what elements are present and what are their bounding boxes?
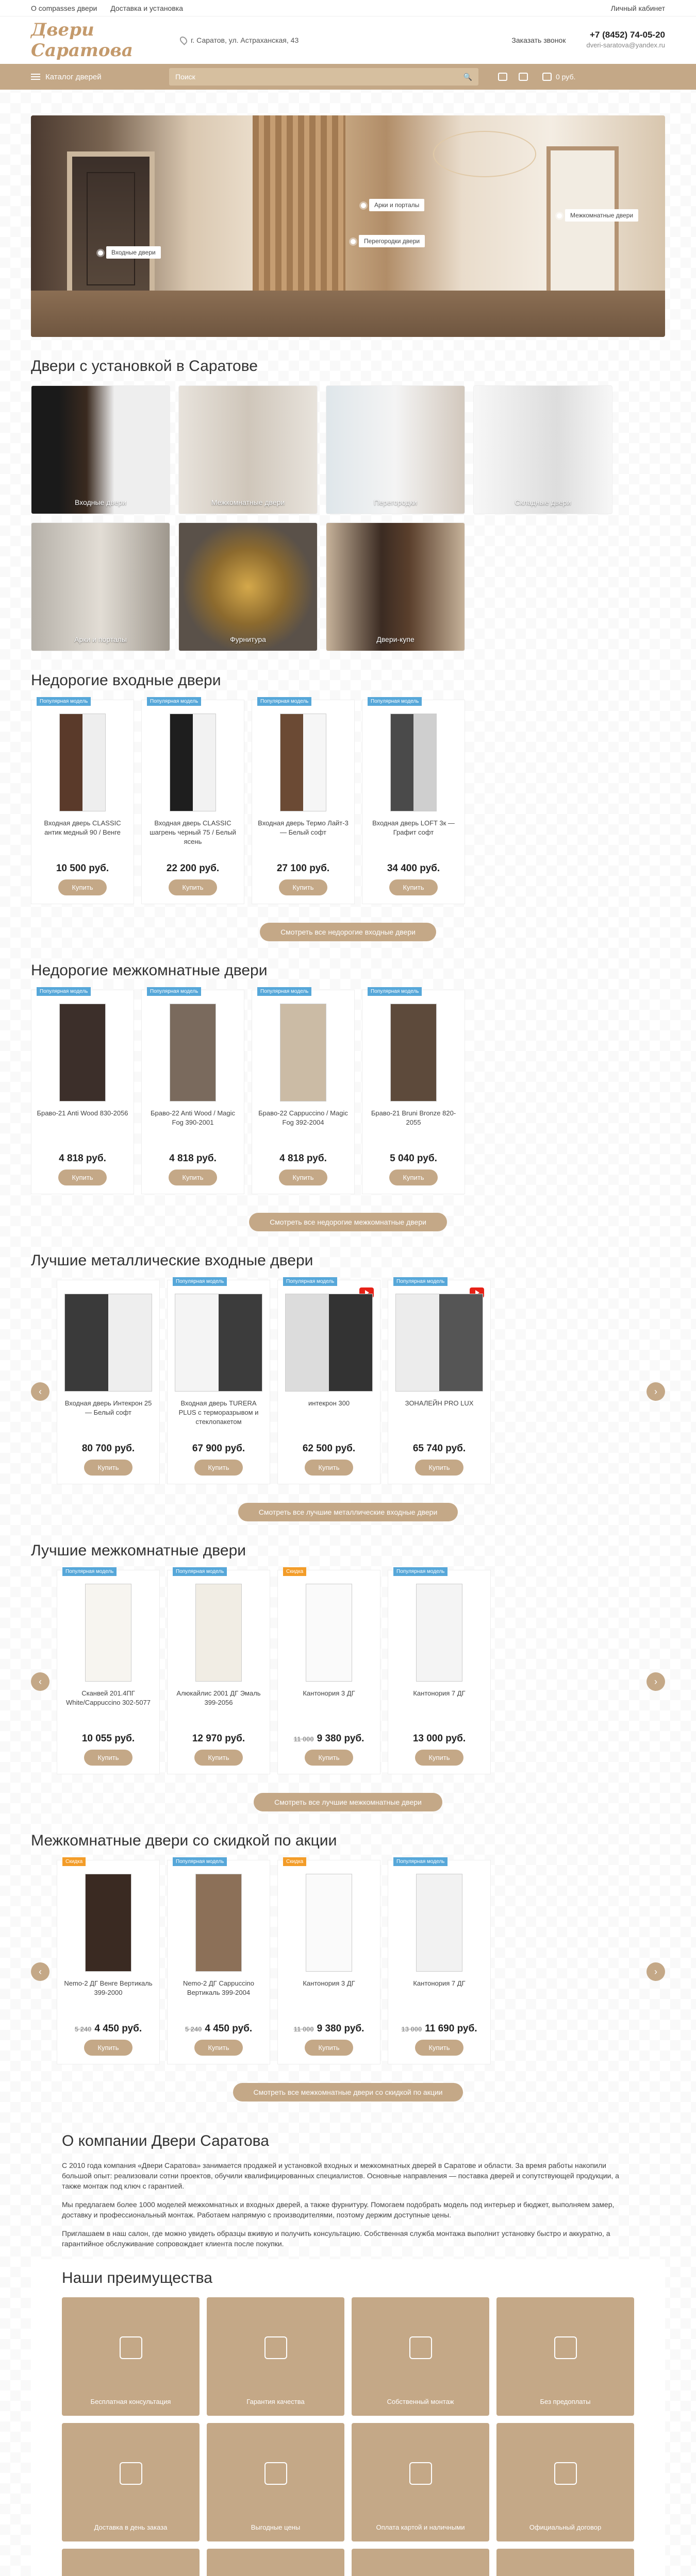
buy-button[interactable]: Купить [279, 879, 327, 895]
next-arrow-icon[interactable]: › [647, 1962, 665, 1981]
buy-button[interactable]: Купить [389, 1170, 437, 1185]
section-title: Межкомнатные двери со скидкой по акции [31, 1832, 337, 1849]
badge: Популярная модель [173, 1857, 227, 1866]
login-link[interactable]: Личный кабинет [610, 4, 665, 12]
buy-button[interactable]: Купить [194, 2040, 242, 2056]
buy-button[interactable]: Купить [415, 1460, 463, 1476]
prev-arrow-icon[interactable]: ‹ [31, 1962, 49, 1981]
badge: Популярная модель [368, 697, 422, 706]
product-card[interactable]: Популярная модель Входная дверь CLASSIC антик медный 90 / Венге 10 500 руб. Купить [31, 700, 134, 904]
buy-button[interactable]: Купить [84, 1460, 132, 1476]
product-card[interactable]: Скидка Кантонория 3 ДГ 11 000 9 380 руб. Купить [277, 1570, 380, 1774]
category-card[interactable]: Двери-купе [326, 522, 465, 651]
nav-bar [0, 64, 696, 90]
buy-button[interactable]: Купить [279, 1170, 327, 1185]
advantage-card: Официальный договор [496, 2423, 634, 2541]
section-title: Двери с установкой в Саратове [31, 358, 258, 375]
top-bar [0, 0, 696, 16]
hotspot[interactable] [98, 250, 103, 256]
next-arrow-icon[interactable]: › [647, 1672, 665, 1691]
category-card[interactable]: Межкомнатные двери [178, 385, 318, 514]
product-card[interactable]: Популярная модель Бравo-21 Anti Wood 830-2056 4 818 руб. Купить [31, 990, 134, 1194]
badge: Популярная модель [37, 697, 91, 706]
hotspot[interactable] [361, 203, 366, 208]
product-card[interactable]: Популярная модель Входная дверь TURERA PLUS с терморазрывом и стеклопакетом 67 900 руб. Купить [167, 1280, 270, 1484]
buy-button[interactable]: Купить [389, 879, 437, 895]
email[interactable]: dveri-saratova@yandex.ru [586, 41, 665, 49]
search-icon[interactable]: 🔍 [463, 72, 472, 81]
section-title: Лучшие металлические входные двери [31, 1252, 313, 1269]
advantage-card: Доставка в день заказа [62, 2423, 200, 2541]
product-slider [31, 1280, 665, 1484]
badge: Популярная модель [173, 1277, 227, 1286]
buy-button[interactable]: Купить [305, 1750, 353, 1766]
category-card[interactable]: Входные двери [31, 385, 170, 514]
product-card[interactable]: Популярная модель Входная дверь LOFT 3к — Графит софт 34 400 руб. Купить [362, 700, 465, 904]
badge: Популярная модель [257, 987, 311, 996]
top-link-delivery[interactable]: Доставка и установка [110, 4, 183, 12]
product-row [31, 700, 665, 904]
catalog-button[interactable]: Каталог дверей [31, 73, 160, 81]
product-card[interactable]: Популярная модель Алюкайлис 2001 ДГ Эмаль 399-2056 12 970 руб. Купить [167, 1570, 270, 1774]
price-tag-icon [264, 2462, 287, 2485]
buy-button[interactable]: Купить [58, 879, 106, 895]
about-section [31, 2132, 665, 2249]
tools-icon [409, 2336, 432, 2359]
badge: Популярная модель [283, 1277, 337, 1286]
prev-arrow-icon[interactable]: ‹ [31, 1382, 49, 1401]
top-link-about[interactable]: О compasses двери [31, 4, 97, 12]
favorites-icon[interactable] [519, 73, 528, 81]
product-card[interactable]: Популярная модель Бравo-21 Bruni Bronze 820-2055 5 040 руб. Купить [362, 990, 465, 1194]
advantage-card: Без предоплаты [496, 2297, 634, 2416]
cart-button[interactable]: 0 руб. [542, 73, 575, 81]
hero-banner [31, 115, 665, 337]
buy-button[interactable]: Купить [58, 1170, 106, 1185]
advantage-card [62, 2549, 200, 2576]
product-card[interactable]: Популярная модель Сканвей 201.4ПГ White/Cappuccino 302-5077 10 055 руб. Купить [57, 1570, 160, 1774]
product-card[interactable]: Популярная модель ЗОНАЛЕЙН PRO LUX 65 740 руб. Купить [388, 1280, 491, 1484]
buy-button[interactable]: Купить [169, 879, 217, 895]
advantage-card [496, 2549, 634, 2576]
product-row [31, 990, 665, 1194]
badge: Популярная модель [147, 697, 201, 706]
badge: Популярная модель [257, 697, 311, 706]
section-title: Наши преимущества [62, 2269, 212, 2286]
product-card[interactable]: Скидка Кантонория 3 ДГ 11 000 9 380 руб. Купить [277, 1860, 380, 2064]
header [0, 16, 696, 64]
search-input[interactable] [175, 73, 463, 81]
logo[interactable]: Двери Саратова [31, 20, 133, 61]
buy-button[interactable]: Купить [84, 2040, 132, 2056]
address: г. Саратов, ул. Астраханская, 43 [180, 36, 299, 44]
hero-label[interactable]: Межкомнатные двери [565, 209, 638, 222]
compare-icon[interactable] [498, 73, 507, 81]
about-text: С 2010 года компания «Двери Саратова» занимается продажей и установкой входных и межкомнатных дверей в Саратове и области. За время работы накопили большой опыт: реализовали сотни проектов, обучили квалифицированных специалистов. Основные направления — поставка дверей и сопутствующей продукции, а также монтаж под ключ с гарантией. [62, 2161, 619, 2190]
advantage-card: Оплата картой и наличными [352, 2423, 489, 2541]
badge: Популярная модель [368, 987, 422, 996]
about-text: Приглашаем в наш салон, где можно увидеть образцы вживую и получить консультацию. Собственная служба монтажа выполнит установку быстро и аккуратно, а гарантийное обслуживание сопровождает клиента после покупки. [62, 2229, 610, 2248]
product-card[interactable]: Скидка Nemo-2 ДГ Венге Вертикаль 399-2000 5 240 4 450 руб. Купить [57, 1860, 160, 2064]
buy-button[interactable]: Купить [415, 2040, 463, 2056]
section-title: Недорогие межкомнатные двери [31, 962, 268, 979]
badge: Популярная модель [393, 1567, 448, 1576]
badge: Скидка [283, 1567, 306, 1576]
category-card[interactable]: Арки и порталы [31, 522, 170, 651]
prev-arrow-icon[interactable]: ‹ [31, 1672, 49, 1691]
advantages-section [31, 2259, 665, 2576]
buy-button[interactable]: Купить [305, 1460, 353, 1476]
phone[interactable]: +7 (8452) 74-05-20 [589, 30, 665, 40]
pin-icon [178, 35, 189, 45]
menu-icon [31, 74, 40, 80]
advantage-card [352, 2549, 489, 2576]
wallet-icon [554, 2336, 577, 2359]
product-slider [31, 1570, 665, 1774]
badge: Популярная модель [62, 1567, 117, 1576]
buy-button[interactable]: Купить [415, 1750, 463, 1766]
badge: Популярная модель [393, 1277, 448, 1286]
category-card[interactable]: Складные двери [473, 385, 612, 514]
view-all-button[interactable]: Смотреть все межкомнатные двери со скидкой по акции [233, 2083, 463, 2102]
advantage-card: Бесплатная консультация [62, 2297, 200, 2416]
contract-icon [554, 2462, 577, 2485]
cart-icon [542, 73, 552, 81]
category-grid [31, 385, 665, 651]
hero-label[interactable]: Перегородки двери [359, 235, 425, 247]
hero-label[interactable]: Арки и порталы [369, 199, 424, 211]
badge: Популярная модель [393, 1857, 448, 1866]
contacts [586, 30, 665, 50]
product-card[interactable]: Популярная модель Nemo-2 ДГ Cappuccino Вертикаль 399-2004 5 240 4 450 руб. Купить [167, 1860, 270, 2064]
view-all-button[interactable]: Смотреть все недорогие межкомнатные двери [249, 1213, 447, 1231]
hotspot[interactable] [557, 213, 562, 218]
category-card[interactable]: Фурнитура [178, 522, 318, 651]
badge: Скидка [283, 1857, 306, 1866]
product-card[interactable]: Популярная модель Бравo-22 Anti Wood / Magic Fog 390-2001 4 818 руб. Купить [141, 990, 244, 1194]
buy-button[interactable]: Купить [305, 2040, 353, 2056]
hero-label[interactable]: Входные двери [106, 246, 161, 259]
product-card[interactable]: Входная дверь Интекрон 25 — Белый софт 80 700 руб. Купить [57, 1280, 160, 1484]
badge: Популярная модель [173, 1567, 227, 1576]
advantage-card: Собственный монтаж [352, 2297, 489, 2416]
section-title: Недорогие входные двери [31, 672, 221, 689]
callback-link[interactable]: Заказать звонок [511, 36, 566, 44]
search-box [169, 68, 478, 86]
hotspot[interactable] [351, 239, 356, 244]
product-slider [31, 1860, 665, 2064]
truck-icon [120, 2462, 142, 2485]
view-all-button[interactable]: Смотреть все недорогие входные двери [260, 923, 436, 941]
badge: Скидка [62, 1857, 86, 1866]
consult-icon [120, 2336, 142, 2359]
advantage-card: Выгодные цены [207, 2423, 344, 2541]
buy-button[interactable]: Купить [194, 1460, 242, 1476]
quality-icon [264, 2336, 287, 2359]
product-card[interactable]: Популярная модель Входная дверь CLASSIC шагрень черный 75 / Белый ясень 22 200 руб. Купить [141, 700, 244, 904]
product-card[interactable]: Популярная модель Кантонория 7 ДГ 13 000 11 690 руб. Купить [388, 1860, 491, 2064]
product-card[interactable]: Популярная модель Кантонория 7 ДГ 13 000 руб. Купить [388, 1570, 491, 1774]
buy-button[interactable]: Купить [84, 1750, 132, 1766]
view-all-button[interactable]: Смотреть все лучшие металлические входные двери [238, 1503, 458, 1521]
product-card[interactable]: Популярная модель Входная дверь Термо Лайт-3 — Белый софт 27 100 руб. Купить [252, 700, 355, 904]
view-all-button[interactable]: Смотреть все лучшие межкомнатные двери [254, 1793, 442, 1811]
product-card[interactable]: Популярная модель Бравo-22 Cappuccino / Magic Fog 392-2004 4 818 руб. Купить [252, 990, 355, 1194]
section-title: Лучшие межкомнатные двери [31, 1542, 246, 1559]
badge: Популярная модель [147, 987, 201, 996]
badge: Популярная модель [37, 987, 91, 996]
advantage-card [207, 2549, 344, 2576]
advantage-card: Гарантия качества [207, 2297, 344, 2416]
next-arrow-icon[interactable]: › [647, 1382, 665, 1401]
section-title: О компании Двери Саратова [62, 2132, 269, 2149]
buy-button[interactable]: Купить [194, 1750, 242, 1766]
category-card[interactable]: Перегородки [326, 385, 465, 514]
buy-button[interactable]: Купить [169, 1170, 217, 1185]
about-text: Мы предлагаем более 1000 моделей межкомнатных и входных дверей, а также фурнитуру. Помогаем подобрать модель под интерьер и бюджет, выполняем замер, доставку и профессиональный монтаж. Работаем напрямую с производителями, поэтому держим доступные цены. [62, 2200, 615, 2219]
product-card[interactable]: Популярная модель интекрон 300 62 500 руб. Купить [277, 1280, 380, 1484]
card-icon [409, 2462, 432, 2485]
